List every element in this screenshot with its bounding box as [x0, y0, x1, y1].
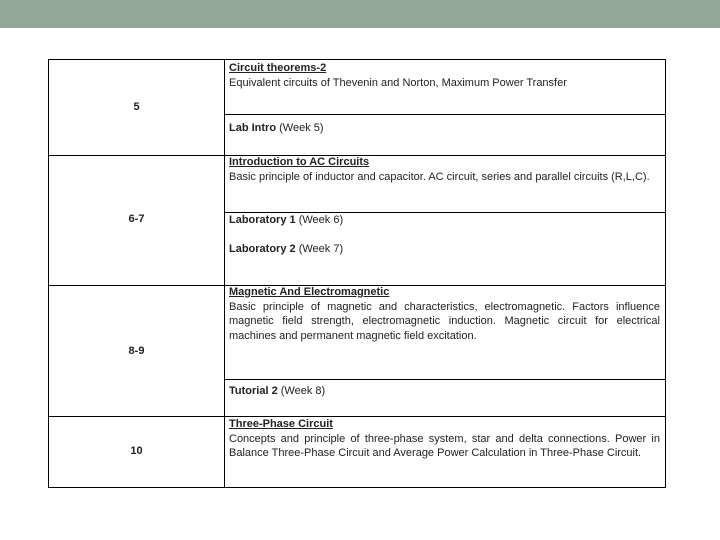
topic-title: Magnetic And Electromagnetic	[229, 286, 390, 298]
topic-description: Basic principle of magnetic and characteristics, electromagnetic. Factors influence magnetic field strength, electromagnetic induction. Magnetic circuit for electrical machines and permanent magnetic field excitation.	[229, 300, 660, 342]
activity-name: Laboratory 2	[229, 243, 296, 255]
activity-week: (Week 8)	[280, 385, 326, 397]
topic-description: Basic principle of inductor and capacitor. AC circuit, series and parallel circuits (R,L,C).	[229, 170, 650, 183]
activity-name: Tutorial 2	[229, 385, 278, 397]
topic-cell	[229, 61, 660, 90]
week-label: 5	[133, 101, 140, 113]
topic-description: Concepts and principle of three-phase system, star and delta connections. Power in Balance Three-Phase Circuit and Average Power Calculation in Three-Phase Circuit.	[229, 432, 660, 459]
row-divider	[224, 114, 665, 115]
activity-cell	[229, 242, 660, 257]
topic-cell	[229, 417, 660, 461]
week-label: 10	[130, 445, 143, 457]
schedule-table	[48, 59, 666, 488]
week-label: 8-9	[128, 345, 145, 357]
activity-name: Lab Intro	[229, 122, 277, 134]
topic-title: Introduction to AC Circuits	[229, 156, 370, 168]
topic-title: Three-Phase Circuit	[229, 418, 333, 430]
row-divider	[224, 379, 665, 380]
activity-week: (Week 7)	[298, 243, 344, 255]
week-label: 6-7	[128, 213, 145, 225]
column-divider	[224, 60, 225, 487]
activity-cell	[229, 213, 660, 228]
activity-week: (Week 5)	[279, 122, 324, 134]
activity-cell	[229, 121, 660, 136]
topic-cell	[229, 155, 660, 184]
topic-cell	[229, 285, 660, 343]
activity-cell	[229, 384, 660, 399]
slide-header-bar	[0, 0, 720, 28]
topic-description: Equivalent circuits of Thevenin and Norton, Maximum Power Transfer	[229, 76, 567, 89]
topic-title: Circuit theorems-2	[229, 62, 327, 74]
activity-week: (Week 6)	[298, 214, 344, 226]
activity-name: Laboratory 1	[229, 214, 296, 226]
